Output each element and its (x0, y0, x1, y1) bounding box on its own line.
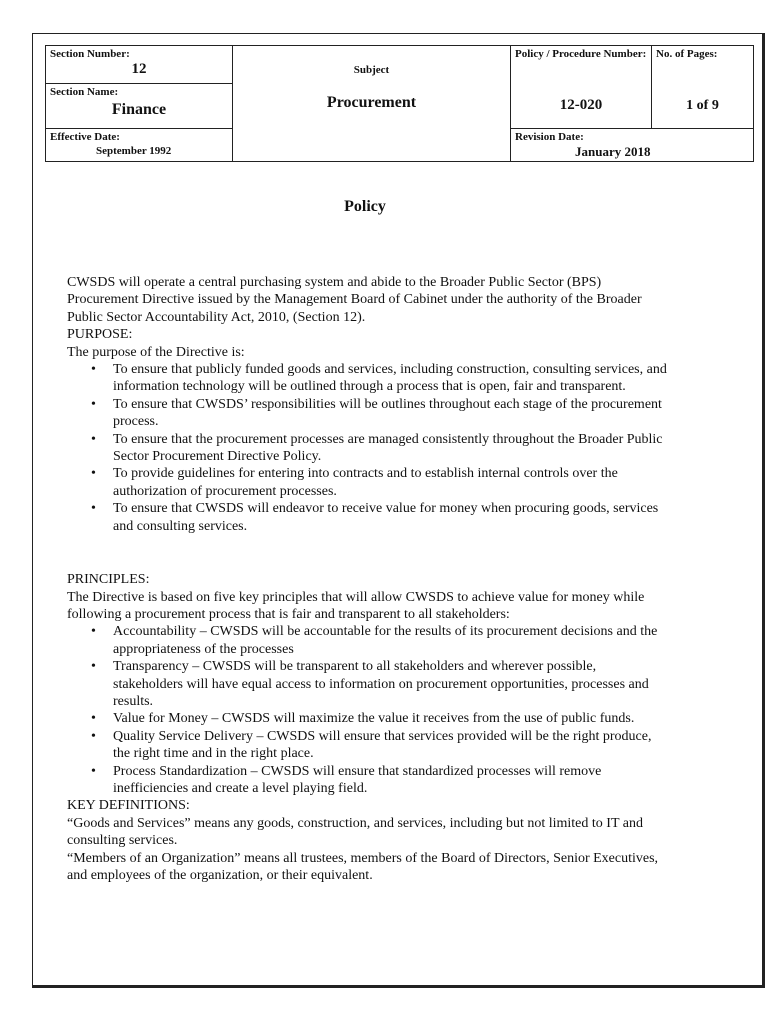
policy-number-label: Policy / Procedure Number: (515, 48, 647, 60)
policy-number: 12-020 (559, 97, 603, 114)
definition-goods-services: “Goods and Services” means any goods, construction, and services, including but not limited to IT and consulting services. (67, 815, 643, 849)
policy-number-label-cell (511, 46, 652, 84)
principles-list (67, 623, 667, 797)
subject-cell (233, 46, 511, 162)
policy-body (67, 274, 667, 884)
effective-date: September 1992 (96, 145, 172, 157)
list-item: • To ensure that CWSDS will endeavor to receive value for money when procuring goods, services and consulting services. (113, 500, 667, 535)
purpose-lead: The purpose of the Directive is: (67, 344, 245, 360)
revision-date-label: Revision Date: (515, 131, 584, 143)
effective-date-cell (46, 129, 233, 162)
definitions-heading: KEY DEFINITIONS: (67, 798, 190, 814)
subject-value: Procurement (326, 94, 417, 111)
pages-label: No. of Pages: (656, 48, 718, 60)
section-number-label: Section Number: (50, 48, 130, 60)
list-item: • Transparency – CWSDS will be transparent to all stakeholders and wherever possible, stakeholders will have equal access to information on procurement opportunities, processes and results. (113, 658, 667, 710)
pages-label-cell (652, 46, 754, 84)
list-item: • To ensure that CWSDS’ responsibilities will be outlines throughout each stage of the procurement process. (113, 396, 667, 431)
section-number-cell (46, 46, 233, 84)
purpose-list (67, 361, 667, 535)
list-item: • To provide guidelines for entering into contracts and to establish internal controls over the authorization of procurement processes. (113, 465, 667, 500)
section-spacer (67, 535, 667, 571)
section-name: Finance (111, 101, 167, 118)
subject-label: Subject (353, 64, 390, 76)
list-item: • To ensure that publicly funded goods and services, including construction, consulting services, and information technology will be outlined through a process that is open, fair and transparent. (113, 361, 667, 396)
section-name-label: Section Name: (50, 86, 119, 98)
document-header-table (45, 45, 754, 162)
section-name-cell (46, 84, 233, 129)
policy-title: Policy (344, 198, 386, 215)
list-item: • To ensure that the procurement processes are managed consistently throughout the Broader Public Sector Procurement Directive Policy. (113, 431, 667, 466)
definition-members: “Members of an Organization” means all trustees, members of the Board of Directors, Senior Executives, and employees of the organization, or their equivalent. (67, 850, 659, 883)
section-number: 12 (131, 61, 147, 77)
pages-value: 1 of 9 (686, 97, 719, 113)
list-item: • Quality Service Delivery – CWSDS will ensure that services provided will be the right produce, the right time and in the right place. (113, 728, 667, 763)
policy-number-cell (511, 84, 652, 129)
principles-lead: The Directive is based on five key principles that will allow CWSDS to achieve value for money while following a procurement process that is fair and transparent to all stakeholders: (67, 589, 645, 622)
list-item: • Accountability – CWSDS will be accountable for the results of its procurement decisions and the appropriateness of the processes (113, 623, 667, 658)
purpose-heading: PURPOSE: (67, 327, 133, 343)
list-item: • Process Standardization – CWSDS will ensure that standardized processes will remove inefficiencies and create a level playing field. (113, 763, 667, 798)
principles-heading: PRINCIPLES: (67, 572, 150, 588)
effective-date-label: Effective Date: (50, 131, 120, 143)
pages-cell (652, 84, 754, 129)
intro-paragraph: CWSDS will operate a central purchasing system and abide to the Broader Public Sector (BPS) Procurement Directive issued by the Management Board of Cabinet under the authority of the Broader Public Sector Accountability Act, 2010, (Section 12). (67, 275, 642, 325)
revision-date-cell (511, 129, 754, 162)
list-item: • Value for Money – CWSDS will maximize the value it receives from the use of public funds. (113, 710, 667, 727)
revision-date: January 2018 (575, 144, 651, 159)
